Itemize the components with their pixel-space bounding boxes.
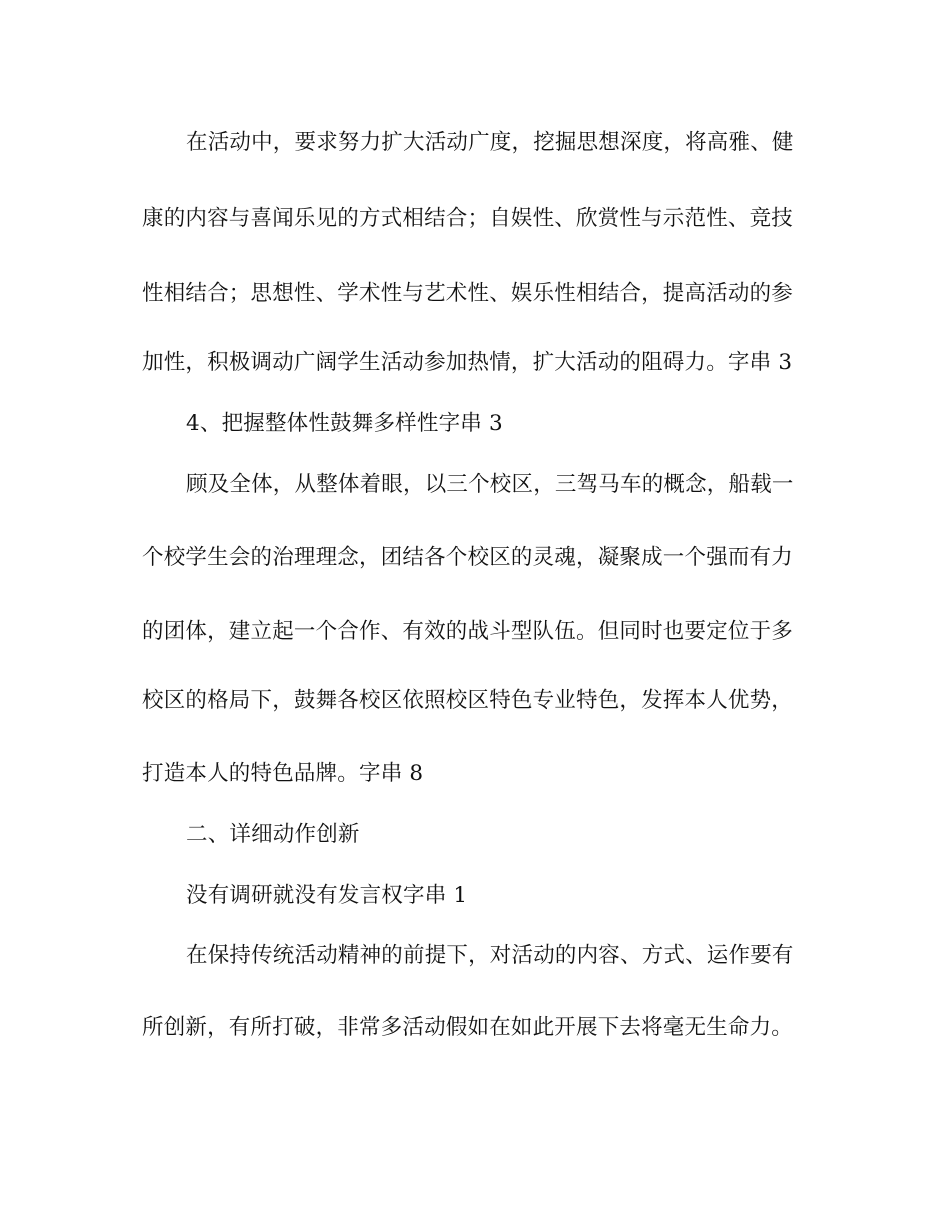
heading-4: 4、把握整体性鼓舞多样性字串 3 xyxy=(186,411,503,436)
subheading: 没有调研就没有发言权字串 1 xyxy=(186,883,468,908)
paragraph-2-line-4: 校区的格局下，鼓舞各校区依照校区特色专业特色，发挥本人优势， xyxy=(142,688,794,713)
paragraph-1-line-3: 性相结合；思想性、学术性与艺术性、娱乐性相结合，提高活动的参 xyxy=(142,281,794,306)
paragraph-2-line-1: 顾及全体，从整体着眼，以三个校区，三驾马车的概念，船载一 xyxy=(186,472,794,497)
paragraph-1-line-4: 加性，积极调动广阔学生活动参加热情，扩大活动的阻碍力。字串 3 xyxy=(142,350,793,375)
section-2-heading: 二、详细动作创新 xyxy=(186,822,360,847)
paragraph-1-line-1: 在活动中，要求努力扩大活动广度，挖掘思想深度，将高雅、健 xyxy=(186,130,794,155)
paragraph-3-line-1: 在保持传统活动精神的前提下，对活动的内容、方式、运作要有 xyxy=(186,943,794,968)
paragraph-2-line-5: 打造本人的特色品牌。字串 8 xyxy=(142,761,424,786)
paragraph-1-line-2: 康的内容与喜闻乐见的方式相结合；自娱性、欣赏性与示范性、竞技 xyxy=(142,206,794,231)
paragraph-3-line-2: 所创新，有所打破，非常多活动假如在如此开展下去将毫无生命力。 xyxy=(142,1015,794,1040)
paragraph-2-line-2: 个校学生会的治理理念，团结各个校区的灵魂，凝聚成一个强而有力 xyxy=(142,545,794,570)
paragraph-2-line-3: 的团体，建立起一个合作、有效的战斗型队伍。但同时也要定位于多 xyxy=(142,619,794,644)
